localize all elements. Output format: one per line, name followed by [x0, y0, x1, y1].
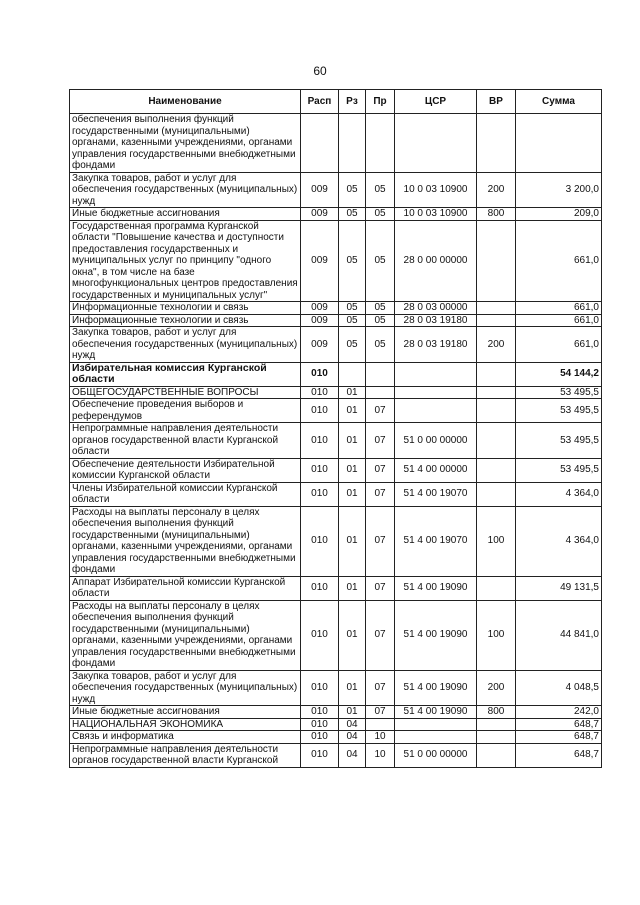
cell-pr: [366, 114, 395, 173]
cell-rasp: 010: [301, 482, 339, 506]
table-row: [70, 482, 602, 506]
cell-csr: 51 0 00 00000: [395, 423, 477, 459]
table-header-row: [70, 90, 602, 114]
table-row: [70, 362, 602, 386]
cell-vr: [477, 362, 516, 386]
cell-name: Расходы на выплаты персоналу в целях обеспечения выполнения функций государственными (муниципальными) органами, казенными учреждениями, органами управления государственными внебюджетными фондами: [70, 506, 301, 576]
table-row: [70, 576, 602, 600]
cell-pr: 07: [366, 458, 395, 482]
cell-name: Непрограммные направления деятельности органов государственной власти Курганской: [70, 743, 301, 767]
cell-rasp: 010: [301, 458, 339, 482]
cell-rasp: 010: [301, 576, 339, 600]
table-row: [70, 706, 602, 719]
cell-pr: 07: [366, 506, 395, 576]
cell-pr: 10: [366, 743, 395, 767]
cell-csr: 51 4 00 19090: [395, 576, 477, 600]
cell-vr: [477, 114, 516, 173]
table-row: [70, 314, 602, 327]
cell-vr: 200: [477, 327, 516, 363]
cell-rz: 04: [339, 743, 366, 767]
cell-rz: 01: [339, 423, 366, 459]
cell-rz: 05: [339, 172, 366, 208]
cell-rz: 04: [339, 718, 366, 731]
cell-csr: [395, 362, 477, 386]
cell-name: ОБЩЕГОСУДАРСТВЕННЫЕ ВОПРОСЫ: [70, 386, 301, 399]
table-row: [70, 743, 602, 767]
cell-vr: [477, 576, 516, 600]
cell-rasp: 010: [301, 706, 339, 719]
cell-rz: 05: [339, 302, 366, 315]
cell-sum: 209,0: [516, 208, 602, 221]
cell-sum: 4 048,5: [516, 670, 602, 706]
table-row: [70, 386, 602, 399]
cell-vr: [477, 314, 516, 327]
cell-rasp: 010: [301, 600, 339, 670]
cell-name: Информационные технологии и связь: [70, 314, 301, 327]
header-sum: Сумма: [516, 90, 602, 114]
cell-sum: 648,7: [516, 743, 602, 767]
header-rz: Рз: [339, 90, 366, 114]
budget-table: [69, 89, 602, 768]
table-row: [70, 600, 602, 670]
cell-vr: 100: [477, 600, 516, 670]
cell-vr: [477, 482, 516, 506]
cell-vr: [477, 220, 516, 302]
cell-csr: 10 0 03 10900: [395, 172, 477, 208]
cell-pr: 07: [366, 670, 395, 706]
cell-vr: 800: [477, 208, 516, 221]
cell-pr: 05: [366, 327, 395, 363]
cell-vr: [477, 731, 516, 744]
cell-vr: 200: [477, 172, 516, 208]
cell-rasp: 010: [301, 423, 339, 459]
table-row: [70, 506, 602, 576]
cell-rasp: 009: [301, 172, 339, 208]
cell-csr: 51 4 00 19070: [395, 482, 477, 506]
cell-rasp: 009: [301, 208, 339, 221]
cell-pr: 07: [366, 423, 395, 459]
cell-name: НАЦИОНАЛЬНАЯ ЭКОНОМИКА: [70, 718, 301, 731]
cell-csr: 28 0 00 00000: [395, 220, 477, 302]
table-row: [70, 718, 602, 731]
cell-pr: [366, 386, 395, 399]
cell-csr: [395, 386, 477, 399]
cell-pr: 05: [366, 208, 395, 221]
table-row: [70, 423, 602, 459]
table-body: [70, 114, 602, 768]
cell-sum: 648,7: [516, 731, 602, 744]
cell-rz: 05: [339, 220, 366, 302]
cell-sum: 44 841,0: [516, 600, 602, 670]
cell-rz: 01: [339, 458, 366, 482]
cell-vr: [477, 302, 516, 315]
cell-rasp: 010: [301, 718, 339, 731]
cell-vr: 100: [477, 506, 516, 576]
cell-rasp: [301, 114, 339, 173]
cell-name: Государственная программа Курганской области "Повышение качества и доступности предоставления государственных и муниципальных услуг по принципу "одного окна", в том числе на базе многофункциональных центров предоставления государственных и муниципальных услуг": [70, 220, 301, 302]
cell-name: Члены Избирательной комиссии Курганской области: [70, 482, 301, 506]
cell-rz: 04: [339, 731, 366, 744]
cell-name: Связь и информатика: [70, 731, 301, 744]
cell-name: Непрограммные направления деятельности органов государственной власти Курганской области: [70, 423, 301, 459]
cell-sum: 648,7: [516, 718, 602, 731]
cell-rz: [339, 362, 366, 386]
cell-rasp: 010: [301, 362, 339, 386]
cell-rasp: 009: [301, 302, 339, 315]
cell-csr: 51 0 00 00000: [395, 743, 477, 767]
header-vr: ВР: [477, 90, 516, 114]
cell-rasp: 010: [301, 731, 339, 744]
table-row: [70, 302, 602, 315]
cell-pr: 05: [366, 220, 395, 302]
cell-sum: 53 495,5: [516, 458, 602, 482]
cell-rz: 01: [339, 706, 366, 719]
cell-name: Обеспечение проведения выборов и референдумов: [70, 399, 301, 423]
page-number: 60: [313, 64, 327, 78]
cell-rz: 01: [339, 670, 366, 706]
table-row: [70, 458, 602, 482]
cell-rasp: 009: [301, 314, 339, 327]
cell-name: Информационные технологии и связь: [70, 302, 301, 315]
cell-vr: 200: [477, 670, 516, 706]
table-row: [70, 327, 602, 363]
cell-vr: [477, 718, 516, 731]
cell-sum: 49 131,5: [516, 576, 602, 600]
header-pr: Пр: [366, 90, 395, 114]
cell-pr: 05: [366, 314, 395, 327]
cell-pr: 07: [366, 482, 395, 506]
cell-csr: [395, 114, 477, 173]
cell-csr: 51 4 00 19090: [395, 670, 477, 706]
cell-sum: [516, 114, 602, 173]
cell-pr: 07: [366, 399, 395, 423]
header-rasp: Расп: [301, 90, 339, 114]
cell-name: Закупка товаров, работ и услуг для обеспечения государственных (муниципальных) нужд: [70, 172, 301, 208]
cell-pr: 05: [366, 302, 395, 315]
cell-rasp: 009: [301, 327, 339, 363]
cell-name: Аппарат Избирательной комиссии Курганской области: [70, 576, 301, 600]
cell-sum: 53 495,5: [516, 423, 602, 459]
cell-name: Расходы на выплаты персоналу в целях обеспечения выполнения функций государственными (муниципальными) органами, казенными учреждениями, органами управления государственными внебюджетными фондами: [70, 600, 301, 670]
cell-rz: 05: [339, 314, 366, 327]
cell-sum: 4 364,0: [516, 506, 602, 576]
cell-pr: 07: [366, 600, 395, 670]
table-row: [70, 670, 602, 706]
cell-pr: [366, 718, 395, 731]
header-name: Наименование: [70, 90, 301, 114]
cell-rz: 01: [339, 576, 366, 600]
cell-rasp: 009: [301, 220, 339, 302]
cell-rz: 05: [339, 208, 366, 221]
table-row: [70, 172, 602, 208]
cell-csr: 28 0 03 19180: [395, 327, 477, 363]
cell-sum: 54 144,2: [516, 362, 602, 386]
cell-csr: 51 4 00 19070: [395, 506, 477, 576]
cell-csr: 51 4 00 00000: [395, 458, 477, 482]
cell-sum: 661,0: [516, 327, 602, 363]
cell-rasp: 010: [301, 399, 339, 423]
cell-rz: 01: [339, 399, 366, 423]
cell-vr: 800: [477, 706, 516, 719]
cell-name: Избирательная комиссия Курганской области: [70, 362, 301, 386]
cell-csr: 28 0 03 19180: [395, 314, 477, 327]
cell-vr: [477, 743, 516, 767]
cell-sum: 242,0: [516, 706, 602, 719]
cell-csr: [395, 731, 477, 744]
cell-sum: 53 495,5: [516, 399, 602, 423]
cell-name: Иные бюджетные ассигнования: [70, 706, 301, 719]
cell-rasp: 010: [301, 506, 339, 576]
cell-sum: 661,0: [516, 220, 602, 302]
table-row: [70, 220, 602, 302]
cell-rz: 05: [339, 327, 366, 363]
header-csr: ЦСР: [395, 90, 477, 114]
cell-sum: 53 495,5: [516, 386, 602, 399]
cell-name: Иные бюджетные ассигнования: [70, 208, 301, 221]
cell-rz: [339, 114, 366, 173]
cell-sum: 4 364,0: [516, 482, 602, 506]
cell-csr: 51 4 00 19090: [395, 706, 477, 719]
cell-vr: [477, 423, 516, 459]
cell-csr: 51 4 00 19090: [395, 600, 477, 670]
cell-csr: [395, 718, 477, 731]
cell-rz: 01: [339, 506, 366, 576]
cell-csr: [395, 399, 477, 423]
cell-name: Закупка товаров, работ и услуг для обеспечения государственных (муниципальных) нужд: [70, 327, 301, 363]
cell-pr: 07: [366, 576, 395, 600]
cell-csr: 10 0 03 10900: [395, 208, 477, 221]
table-row: [70, 208, 602, 221]
cell-vr: [477, 386, 516, 399]
cell-name: Закупка товаров, работ и услуг для обеспечения государственных (муниципальных) нужд: [70, 670, 301, 706]
cell-vr: [477, 458, 516, 482]
cell-rasp: 010: [301, 670, 339, 706]
cell-name: Обеспечение деятельности Избирательной комиссии Курганской области: [70, 458, 301, 482]
table-row: [70, 399, 602, 423]
cell-sum: 661,0: [516, 302, 602, 315]
table-row: [70, 731, 602, 744]
cell-rasp: 010: [301, 386, 339, 399]
cell-pr: 05: [366, 172, 395, 208]
cell-csr: 28 0 03 00000: [395, 302, 477, 315]
cell-rasp: 010: [301, 743, 339, 767]
cell-rz: 01: [339, 482, 366, 506]
cell-rz: 01: [339, 600, 366, 670]
cell-vr: [477, 399, 516, 423]
cell-name: обеспечения выполнения функций государственными (муниципальными) органами, казенными учреждениями, органами управления государственными внебюджетными фондами: [70, 114, 301, 173]
cell-pr: 10: [366, 731, 395, 744]
table-row: [70, 114, 602, 173]
cell-rz: 01: [339, 386, 366, 399]
cell-sum: 661,0: [516, 314, 602, 327]
cell-pr: [366, 362, 395, 386]
cell-pr: 07: [366, 706, 395, 719]
cell-sum: 3 200,0: [516, 172, 602, 208]
